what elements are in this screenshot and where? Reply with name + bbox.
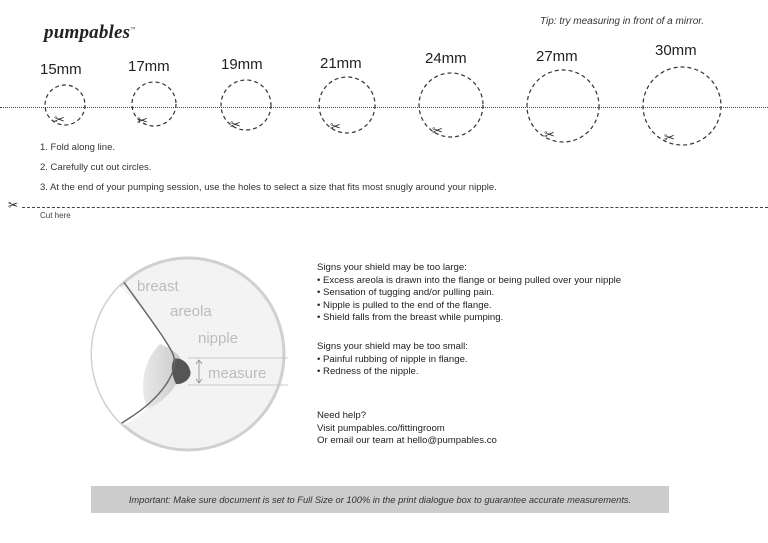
cutout-circle-15mm <box>45 85 85 125</box>
scissors-icon: ✂ <box>544 127 555 142</box>
measuring-tip: Tip: try measuring in front of a mirror. <box>540 16 705 27</box>
instruction-select: 3. At the end of your pumping session, use the holes to select a size that fits most snugly around your nipple. <box>40 182 497 193</box>
cutout-circle-27mm <box>527 70 599 142</box>
cutout-circles <box>0 0 768 160</box>
scissors-icon: ✂ <box>330 119 341 134</box>
cut-here-label: Cut here <box>40 211 71 220</box>
areola-label: areola <box>170 303 212 320</box>
cutout-circle-21mm <box>319 77 375 133</box>
nipple-label: nipple <box>198 330 239 347</box>
too-small-item: • Painful rubbing of nipple in flange. <box>317 353 468 365</box>
scissors-icon: ✂ <box>664 130 675 145</box>
size-label-21mm: 21mm <box>320 55 362 72</box>
trademark-mark: ™ <box>130 27 136 33</box>
size-label-19mm: 19mm <box>221 56 263 73</box>
important-notice: Important: Make sure document is set to Full Size or 100% in the print dialogue box to guarantee accurate measurements. <box>91 486 669 513</box>
too-large-title: Signs your shield may be too large: <box>317 262 467 273</box>
scissors-icon: ✂ <box>54 112 65 127</box>
too-small-title: Signs your shield may be too small: <box>317 341 468 352</box>
help-title: Need help? <box>317 410 367 421</box>
size-label-15mm: 15mm <box>40 61 82 78</box>
too-small-item: • Redness of the nipple. <box>317 366 419 377</box>
scissors-icon: ✂ <box>137 113 148 128</box>
scissors-icon: ✂ <box>8 198 19 212</box>
too-small-section <box>317 341 468 379</box>
help-section <box>317 410 497 448</box>
scissors-icon: ✂ <box>432 123 443 138</box>
too-large-item: • Sensation of tugging and/or pulling pain. <box>317 287 495 298</box>
measure-label: measure <box>208 365 267 382</box>
size-label-27mm: 27mm <box>536 48 578 65</box>
help-website: Visit pumpables.co/fittingroom <box>317 422 445 434</box>
cutout-circle-24mm <box>419 73 483 137</box>
cutout-circle-30mm <box>643 67 721 145</box>
instruction-cut: 2. Carefully cut out circles. <box>40 162 152 173</box>
too-large-item: • Shield falls from the breast while pumping. <box>317 312 504 323</box>
too-large-item: • Nipple is pulled to the end of the flange. <box>317 299 492 311</box>
brand-name: pumpables <box>44 22 131 43</box>
size-label-17mm: 17mm <box>128 58 170 75</box>
breast-diagram <box>88 254 288 454</box>
scissors-icon: ✂ <box>230 117 241 132</box>
too-large-item: • Excess areola is drawn into the flange or being pulled over your nipple <box>317 274 622 286</box>
size-label-24mm: 24mm <box>425 50 467 67</box>
cut-line <box>22 207 768 208</box>
help-email: Or email our team at hello@pumpables.co <box>317 435 497 446</box>
instruction-fold: 1. Fold along line. <box>40 142 115 153</box>
cutout-circle-19mm <box>221 80 271 130</box>
breast-label: breast <box>137 278 179 295</box>
size-label-30mm: 30mm <box>655 42 697 59</box>
too-large-section <box>317 262 621 325</box>
